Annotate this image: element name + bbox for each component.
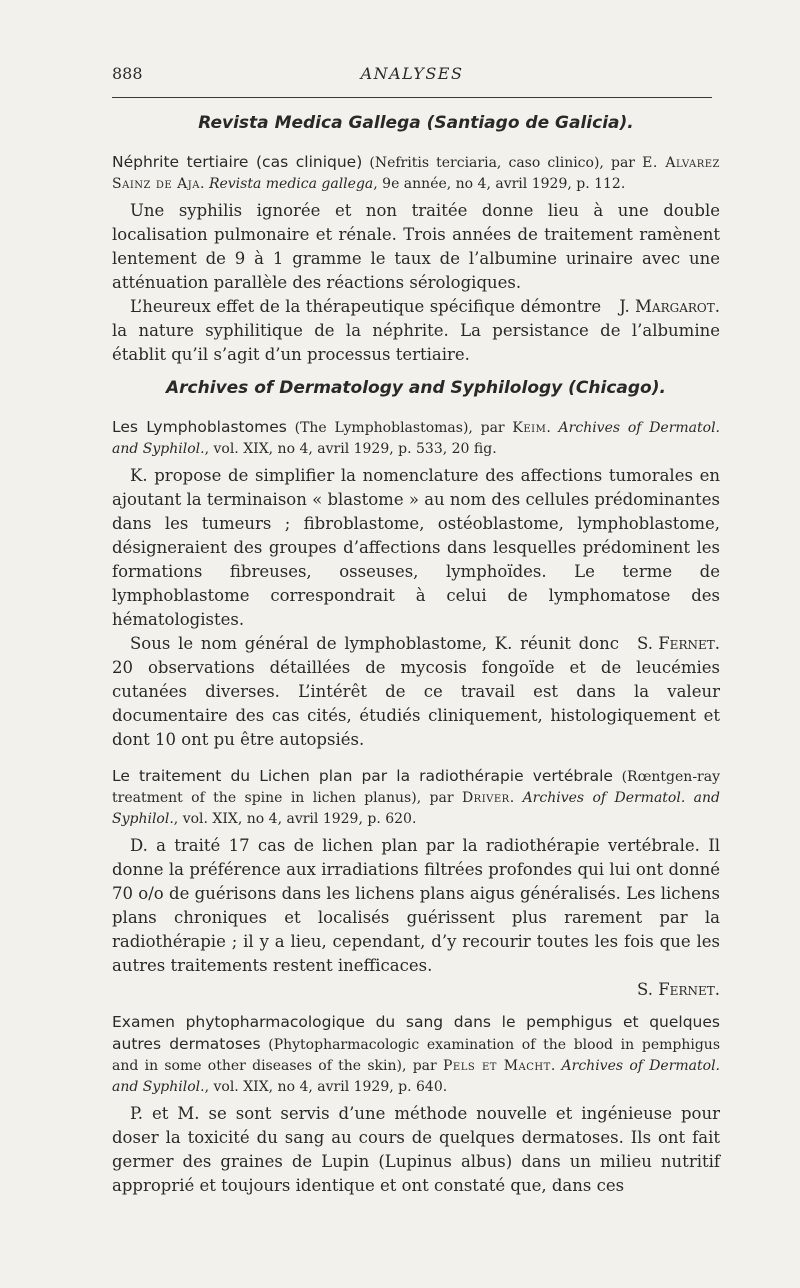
signature: J. Margarot. <box>619 297 720 316</box>
paragraph: Une syphilis ignorée et non traitée donne lieu à une double localisation pulmonaire et rénale. Trois années de traitement ramènent lentement de 9 à 1 gramme le taux de l’albumine urinaire avec une atténuation parallèle des réactions sérologiques. <box>112 201 720 292</box>
article-nephrite <box>112 152 720 367</box>
spacer <box>112 756 720 766</box>
paragraph <box>112 295 720 367</box>
source-journal: Archives of Dermatol. and Syphilol. <box>112 790 721 827</box>
citation-text: . <box>550 1058 562 1074</box>
citation-text: (Phytopharmacologic examination of the blood in pemphigus and in some other diseases of the skin), par <box>112 1037 721 1074</box>
journal-heading: Revista Medica Gallega (Santiago de Galicia). <box>198 113 634 133</box>
source-journal: Archives of Dermatol. and Syphilol. <box>112 420 720 457</box>
page-number: 888 <box>112 64 143 83</box>
article-pemphigus <box>112 1012 720 1198</box>
citation-text: , 9e année, no 4, avril 1929, p. 112. <box>373 176 626 192</box>
signature: S. Fernet. <box>637 980 720 999</box>
article-lichen <box>112 766 720 1002</box>
citation-text: (The Lymphoblastomas), par <box>286 420 513 436</box>
source-journal: Revista medica gallega <box>208 176 374 192</box>
journal-heading: Archives of Dermatology and Syphilology (Chicago). <box>166 378 666 398</box>
citation-text: , vol. XIX, no 4, avril 1929, p. 533, 20 fig. <box>204 441 497 457</box>
citation-text: . <box>509 790 523 806</box>
article-citation <box>112 766 720 830</box>
article-body <box>112 199 720 367</box>
citation-text: (Nefritis terciaria, caso clinico), par <box>362 155 643 171</box>
citation-text: , vol. XIX, no 4, avril 1929, p. 640. <box>204 1079 448 1095</box>
source-journal: Archives of Dermatol. and Syphilol. <box>112 1058 720 1095</box>
paragraph <box>112 632 720 752</box>
paragraph: P. et M. se sont servis d’une méthode nouvelle et ingénieuse pour doser la toxicité du sang au cours de quelques dermatoses. Ils ont fait germer des graines de Lupin (Lupinus albus) dans un milieu nutritif approprié et toujours identique et ont constaté que, dans ces <box>112 1104 720 1195</box>
signature: S. Fernet. <box>637 634 720 653</box>
article-citation <box>112 417 720 460</box>
article-title: Le traitement du Lichen plan par la radiothérapie vertébrale <box>112 767 613 785</box>
article-author: Pels et Macht <box>442 1058 551 1074</box>
page-content <box>112 112 720 1202</box>
citation-text: , vol. XIX, no 4, avril 1929, p. 620. <box>173 811 417 827</box>
paragraph-text: Sous le nom général de lymphoblastome, K. réunit donc 20 observations détaillées de mycosis fongoïde et de leucémies cutanées diverses. L’intérêt de ce travail est dans la valeur documentaire des cas cités, étudiés cliniquement, histologiquement et dont 10 ont pu être autopsiés. <box>112 634 720 749</box>
article-body <box>112 1102 720 1198</box>
page-header <box>112 64 712 86</box>
paragraph: D. a traité 17 cas de lichen plan par la radiothérapie vertébrale. Il donne la préférence aux irradiations filtrées profondes qui lui ont donné 70 o/o de guérisons dans les lichens plans aigus généralisés. Les lichens plans chroniques et localisés guérissent plus rarement par la radiothérapie ; il y a lieu, cependant, d’y recourir toutes les fois que les autres traitements restent inefficaces. <box>112 836 720 975</box>
article-body <box>112 464 720 752</box>
article-citation <box>112 152 720 195</box>
citation-text: (Rœntgen-ray treatment of the spine in lichen planus), par <box>112 769 721 806</box>
article-citation <box>112 1012 720 1098</box>
paragraph: K. propose de simplifier la nomenclature des affections tumorales en ajoutant la terminaison « blastome » au nom des cellules prédominantes dans les tumeurs ; fibroblastome, ostéoblastome, lymphoblastome, désigneraient des groupes d’affections dans lesquelles prédominent les formations fibreuses, osseuses, lymphoïdes. Le terme de lymphoblastome correspondrait à celui de lymphomatose des hématologistes. <box>112 466 720 629</box>
header-rule <box>112 97 712 98</box>
citation-text: . <box>546 420 559 436</box>
article-body <box>112 834 720 978</box>
article-lymphoblastomes <box>112 417 720 752</box>
article-title: Examen phytopharmacologique du sang dans le pemphigus et quelques autres dermatoses <box>112 1013 720 1053</box>
paragraph-text: L’heureux effet de la thérapeutique spécifique démontre la nature syphilitique de la néphrite. La persistance de l’albumine établit qu’il s’agit d’un processus tertiaire. <box>112 297 720 364</box>
article-author: Keim <box>512 420 547 436</box>
article-title: Les Lymphoblastomes <box>112 418 287 436</box>
article-author: Driver <box>461 790 510 806</box>
citation-text: . <box>200 176 209 192</box>
article-title: Néphrite tertiaire (cas clinique) <box>112 153 363 171</box>
article-author: E. Alvarez Sainz de Aja <box>112 155 720 192</box>
running-head: ANALYSES <box>360 64 464 83</box>
